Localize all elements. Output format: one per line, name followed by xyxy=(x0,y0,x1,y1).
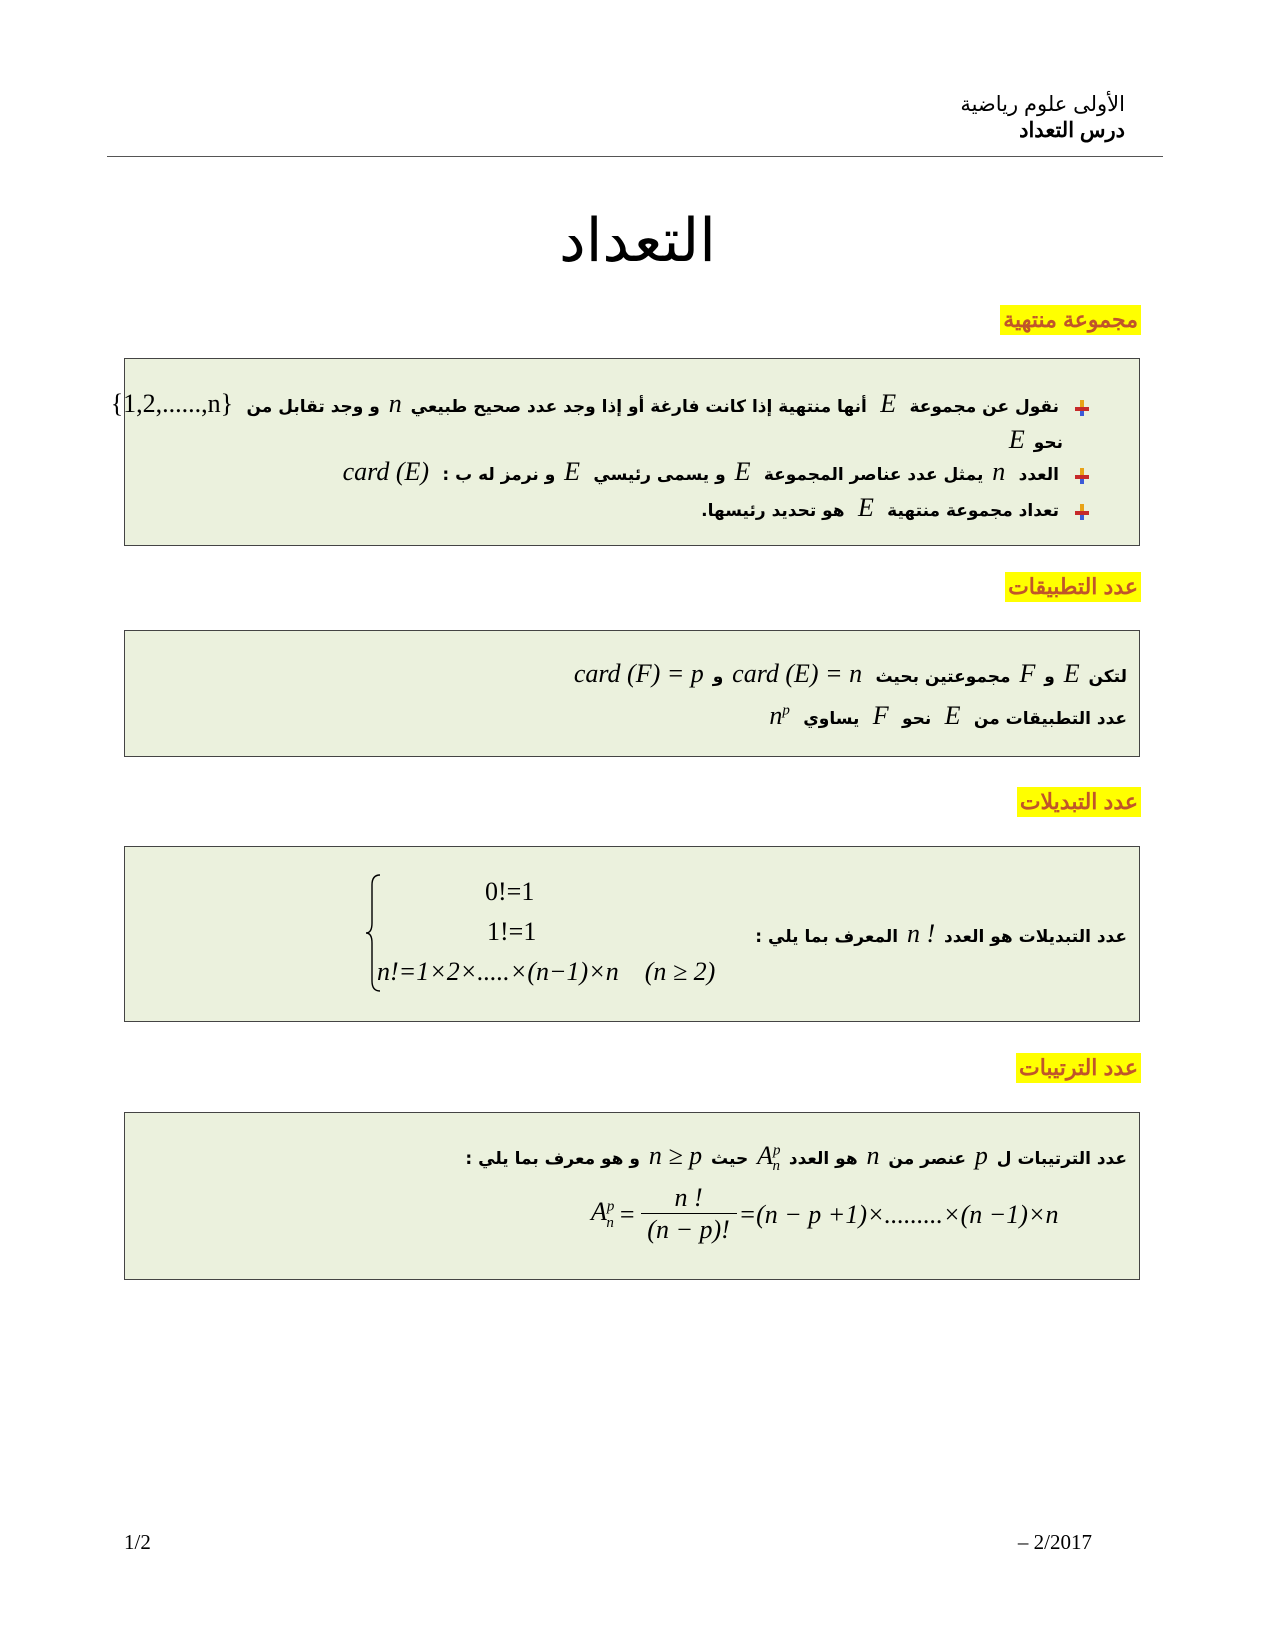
finite-set-bullet-2: العدد n يمثل عدد عناصر المجموعة E و يسمى رئيسي E و نرمز له ب : card (E) xyxy=(343,457,1091,487)
bullet-icon xyxy=(1073,467,1091,485)
finite-set-heading: مجموعة منتهية xyxy=(1000,305,1141,335)
fraction: n ! (n − p)! xyxy=(641,1183,737,1246)
finite-set-bullet-1: نقول عن مجموعة E أنها منتهية إذا كانت فارغة أو إذا وجد عدد صحيح طبيعي n و وجد تقابل من {1,2,......,n} xyxy=(111,389,1091,419)
eq-one-factorial: 1!=1 xyxy=(487,917,537,946)
card-F-equals-p: card (F) = p xyxy=(573,659,704,688)
applications-heading: عدد التطبيقات xyxy=(1005,572,1141,602)
header-divider xyxy=(107,156,1163,157)
A-n-p: $A^p_n$ xyxy=(757,1141,781,1175)
permutations-definition: عدد التبديلات هو العدد n ! المعرف بما يلي : xyxy=(755,919,1127,948)
applications-line-2: عدد التطبيقات من E نحو F يساوي $n^p$ xyxy=(769,701,1127,730)
eq-zero-factorial: 0!=1 xyxy=(485,877,535,906)
n-power-p: $n^p$ xyxy=(769,701,790,730)
eq-n-factorial: n!=1×2×.....×(n−1)×n (n ≥ 2) xyxy=(377,957,716,986)
arrangement-formula: $A^p_n$ = n ! (n − p)! =(n − p +1)×.........×(n −1)×n xyxy=(591,1183,1059,1244)
page-number: 1/2 xyxy=(124,1530,151,1554)
arrangements-definition: عدد الترتيبات ل p عنصر من n هو العدد $A^p_n$ حيث n ≥ p و هو معرف بما يلي : xyxy=(465,1141,1127,1175)
bullet-icon xyxy=(1073,399,1091,417)
permutations-heading: عدد التبديلات xyxy=(1017,787,1141,817)
permutations-box xyxy=(124,846,1140,1022)
page-header xyxy=(960,92,1125,144)
finite-set-box xyxy=(110,358,1140,546)
arrangements-heading: عدد الترتيبات xyxy=(1016,1053,1141,1083)
footer-date: – 2/2017 xyxy=(1017,1530,1092,1554)
set-1-to-n: {1,2,......,n} xyxy=(110,389,234,418)
bullet-icon xyxy=(1073,503,1091,521)
applications-box xyxy=(124,630,1140,757)
arrangements-box xyxy=(124,1112,1140,1280)
card-E-equals-n: card (E) = n xyxy=(732,659,863,688)
page-title: التعداد xyxy=(559,206,716,276)
finite-set-bullet-1-cont: نحو E xyxy=(1008,425,1063,454)
applications-line-1: لتكن E و F مجموعتين بحيث card (E) = n و card (F) = p xyxy=(573,659,1127,688)
finite-set-bullet-3: تعداد مجموعة منتهية E هو تحديد رئيسها. xyxy=(701,493,1091,523)
card-E: card (E) xyxy=(342,457,430,486)
class-level: الأولى علوم رياضية xyxy=(960,93,1125,116)
lesson-name: درس التعداد xyxy=(1019,119,1125,142)
